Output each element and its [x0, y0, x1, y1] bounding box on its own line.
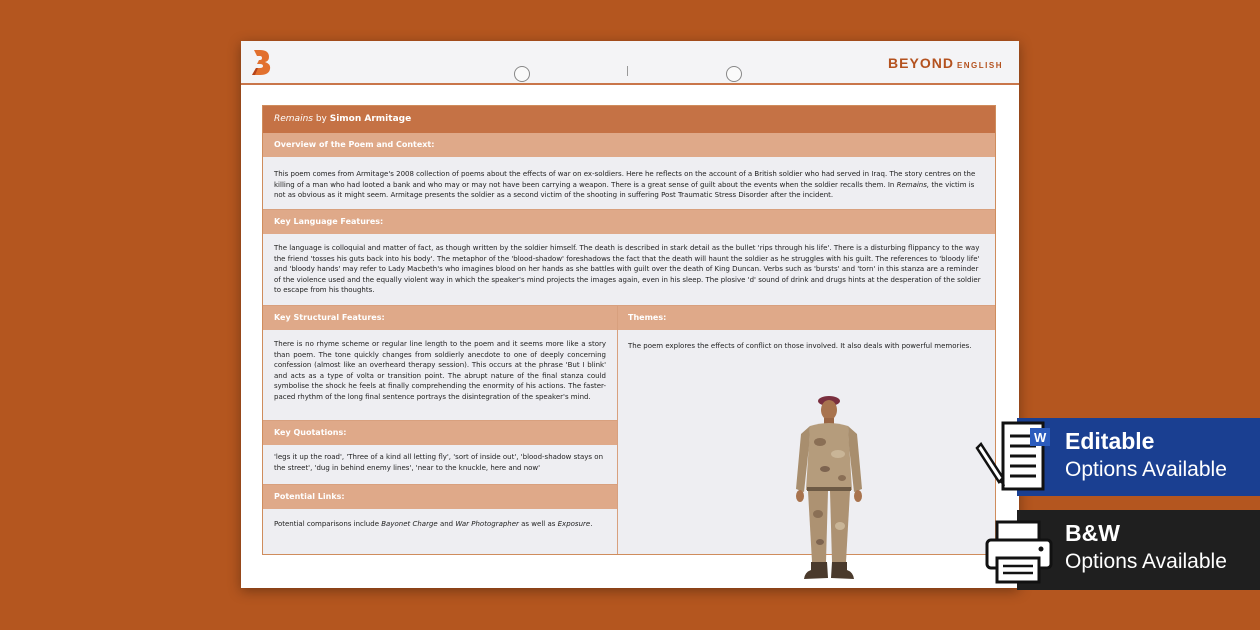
svg-text:W: W: [1034, 430, 1047, 445]
overview-text-part: This poem comes from Armitage's 2008 collection of poems about the effects of war on ex-soldiers. Here he reflects on the account of a British soldier who had served in Iraq. The story centres on the killing of a man who had looted a bank and who may or may not have been carrying a weapon. There is a great sense of guilt about the events when the soldier recalls them. In: [274, 170, 976, 189]
poem-analysis-table: [262, 105, 996, 555]
poem-author: Simon Armitage: [329, 114, 412, 124]
poem-reference: Bayonet Charge: [381, 520, 438, 528]
binder-hole: [514, 66, 530, 82]
language-text: The language is colloquial and matter of fact, as though written by the soldier himself. The death is described in stark detail as the bullet 'rips through his life'. There is a disturbing flippancy to the way the friend 'tosses his guts back into his body'. The metaphor of the 'blood-shadow' foreshadows the fact that the death will haunt the soldier as he struggles with his guilt. The references to 'bloody life' and 'bloody hands' may refer to Lady Macbeth's who imagines blood on her hands as she battles with guilt over the death of King Duncan. Verbs such as 'bursts' and 'torn' in this stanza are a reminder of the violence used and the equally violent way in which the speaker's mind projects the images again, even in his sleep. The plosive 'd' sound of drink and drugs hints at the desperation of the soldier to escape from his thoughts.: [274, 244, 981, 294]
overview-text: [263, 169, 995, 201]
poem-reference: Exposure: [557, 520, 591, 528]
links-text-part: .: [590, 520, 593, 528]
printer-icon: [983, 518, 1055, 586]
divider: [263, 209, 995, 210]
divider: [263, 484, 617, 485]
title-by: by: [312, 114, 330, 124]
worksheet-header: [241, 41, 1019, 85]
links-text-part: as well as: [518, 520, 558, 528]
links-text-part: and: [437, 520, 456, 528]
bw-subtitle: Options Available: [1065, 550, 1227, 573]
language-heading: Key Language Features:: [263, 210, 995, 234]
editable-subtitle: Options Available: [1065, 458, 1227, 481]
editable-title: Editable: [1065, 428, 1155, 454]
divider: [263, 420, 617, 421]
binder-hole: [726, 66, 742, 82]
word-document-icon: [975, 420, 1057, 494]
overview-text-part: the victim is not as obvious as it might seem. Armitage presents the soldier as a second victim of the shooting in suffering Post Traumatic Stress Disorder after the incident.: [274, 180, 975, 199]
soldier-illustration: [790, 394, 868, 584]
links-text-part: Potential comparisons include: [274, 520, 382, 528]
overview-heading: Overview of the Poem and Context:: [263, 133, 995, 157]
brand-sub-text: ENGLISH: [956, 61, 1003, 70]
poem-title: Remains: [274, 114, 313, 124]
structural-text: There is no rhyme scheme or regular line length to the poem and it seems more like a story than poem. The tone quickly changes from soldierly anecdote to one of deeply concerning confession (almost like an overheard therapy session). This occurs at the phrase 'But I blink' and acts as a type of volta or transition point. The abrupt nature of the final stanza could symbolise the shock he feels at finally comprehending the enormity of his actions. The faster-paced rhythm of the long final sentence portrays the disintegration of the speaker's mind.: [274, 340, 606, 401]
binder-divider: [627, 66, 628, 76]
beyond-logo-icon: [249, 48, 273, 76]
worksheet-page: [241, 41, 1019, 588]
quotations-heading: Key Quotations:: [263, 421, 617, 445]
overview-text-italic: Remains,: [896, 180, 930, 189]
links-heading: Potential Links:: [263, 485, 617, 509]
brand-wordmark: [888, 55, 1003, 73]
editable-options-badge[interactable]: [1017, 418, 1260, 496]
bw-title: B&W: [1065, 520, 1120, 546]
bw-options-badge[interactable]: [1017, 510, 1260, 590]
quotations-text: 'legs it up the road', 'Three of a kind all letting fly', 'sort of inside out', 'blood-shadow stays on the street', 'dug in behind enemy lines', 'near to the knuckle, here and now': [274, 453, 604, 472]
links-text: [263, 519, 617, 530]
themes-heading: Themes:: [617, 306, 995, 330]
worksheet-title: [263, 106, 995, 133]
structural-heading: Key Structural Features:: [263, 306, 617, 330]
divider: [617, 306, 618, 554]
themes-text: The poem explores the effects of conflict on those involved. It also deals with powerful memories.: [628, 342, 972, 350]
poem-reference: War Photographer: [455, 520, 519, 528]
divider: [263, 305, 995, 306]
brand-main-text: BEYOND: [888, 55, 954, 71]
